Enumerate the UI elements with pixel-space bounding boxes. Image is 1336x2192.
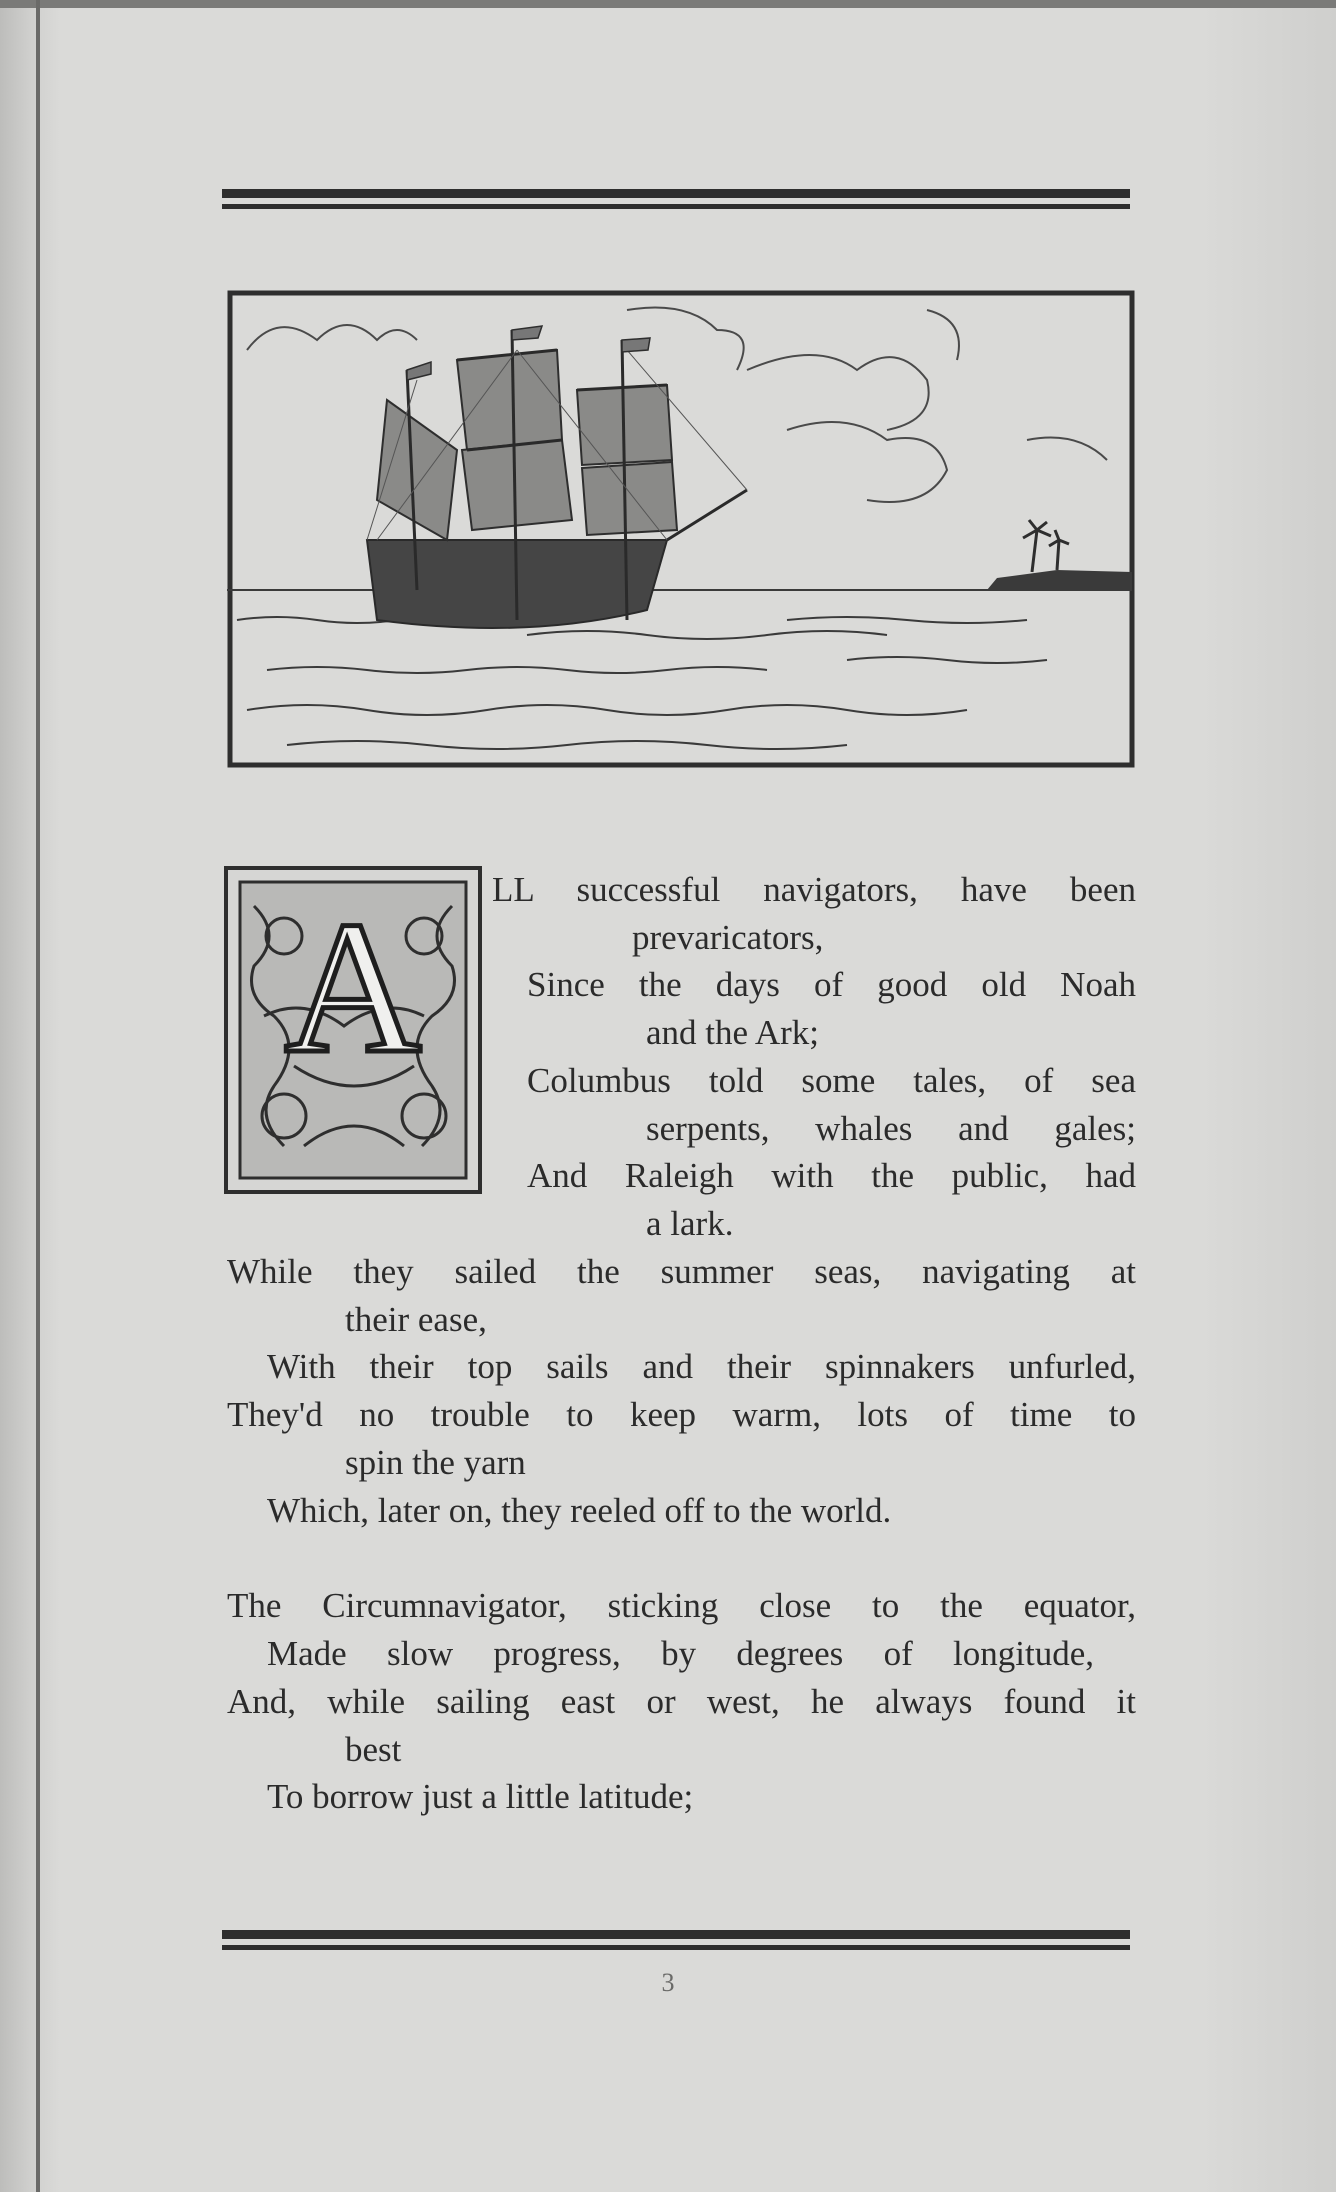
poem-line: Columbus told some tales, of sea: [527, 1061, 1136, 1100]
poem-line: And, while sailing east or west, he always found it: [227, 1682, 1136, 1721]
poem-line: and the Ark;: [646, 1013, 820, 1052]
page-number: 3: [661, 1968, 675, 1997]
poem-line: LL successful navigators, have been: [492, 870, 1136, 909]
poem-line: best: [345, 1730, 402, 1769]
poem-line: They'd no trouble to keep warm, lots of time to: [227, 1395, 1136, 1434]
dropcap-letter: A: [284, 883, 422, 1093]
poem-line: their ease,: [345, 1300, 487, 1339]
poem-line: The Circumnavigator, sticking close to the equator,: [227, 1586, 1136, 1625]
poem-line: Made slow progress, by degrees of longitude,: [267, 1634, 1094, 1673]
poem-line: a lark.: [646, 1204, 734, 1243]
poem-line: To borrow just a little latitude;: [267, 1777, 694, 1816]
poem-line: serpents, whales and gales;: [646, 1109, 1136, 1148]
poem-line: With their top sails and their spinnakers unfurled,: [267, 1347, 1136, 1386]
poem-line: spin the yarn: [345, 1443, 526, 1482]
poem-line: prevaricators,: [632, 918, 824, 957]
poem-line: And Raleigh with the public, had: [527, 1156, 1136, 1195]
poem-line: Which, later on, they reeled off to the world.: [267, 1491, 892, 1530]
poem-line: While they sailed the summer seas, navigating at: [227, 1252, 1136, 1291]
poem-line: Since the days of good old Noah: [527, 965, 1136, 1004]
bottom-double-rule: [222, 1930, 1130, 1950]
